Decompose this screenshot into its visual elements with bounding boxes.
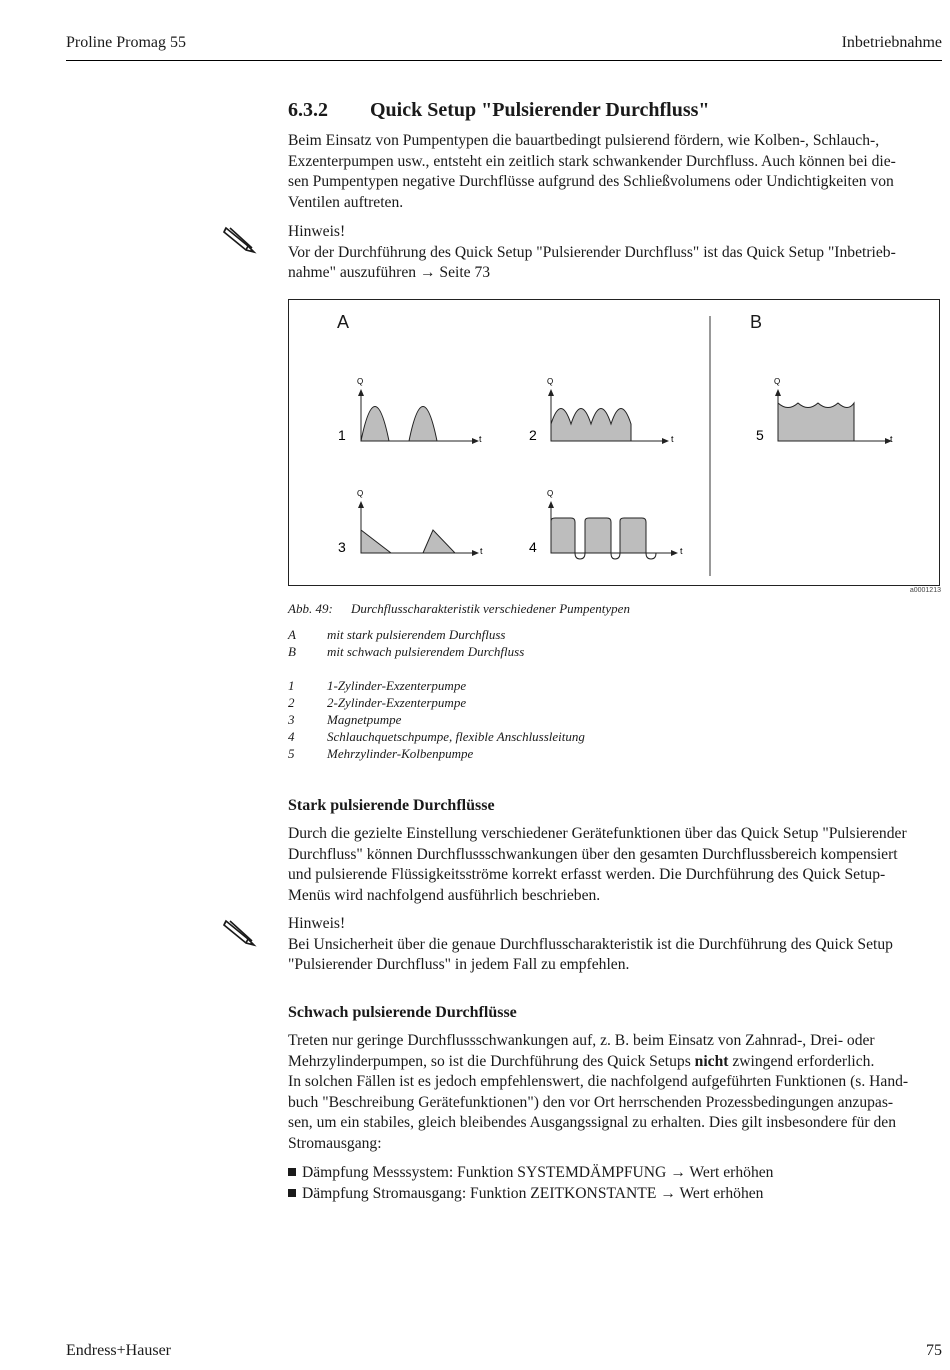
plot-number: 3 bbox=[338, 539, 346, 555]
axis-t-label: t bbox=[890, 434, 893, 444]
note-1 bbox=[288, 222, 940, 284]
axis-q-label: Q bbox=[774, 377, 781, 386]
paragraph-line: Menüs wird nachfolgend ausführlich beschrieben. bbox=[288, 886, 601, 904]
pencil-note-icon bbox=[220, 222, 260, 256]
plot-3 bbox=[338, 489, 483, 556]
paragraph-line: Treten nur geringe Durchflussschwankungen auf, z. B. beim Einsatz von Zahnrad-, Drei- oder bbox=[288, 1032, 875, 1049]
list-item bbox=[288, 1183, 773, 1204]
list-item bbox=[288, 1162, 773, 1183]
legend-text: 2-Zylinder-Exzenterpumpe bbox=[327, 695, 467, 710]
legend-text: 1-Zylinder-Exzenterpumpe bbox=[327, 678, 467, 693]
intro-line: Exzenterpumpen usw., entsteht ein zeitlich stark schwankender Durchfluss. Auch können bei die- bbox=[288, 152, 896, 170]
plot-number: 5 bbox=[756, 427, 764, 443]
note-text-line: Vor der Durchführung des Quick Setup "Pulsierender Durchfluss" ist das Quick Setup "Inbetrieb- bbox=[288, 243, 896, 261]
legend-text: Mehrzylinder-Kolbenpumpe bbox=[327, 746, 474, 761]
recommendation-list bbox=[288, 1162, 773, 1204]
legend-panels bbox=[288, 626, 524, 660]
legend-key: 4 bbox=[288, 729, 295, 744]
legend-row bbox=[288, 643, 524, 660]
note-text-line: "Pulsierender Durchfluss" in jedem Fall zu empfehlen. bbox=[288, 956, 630, 974]
list-item-text: Dämpfung Stromausgang: Funktion ZEITKONSTANTE → Wert erhöhen bbox=[302, 1185, 764, 1202]
legend-text: mit schwach pulsierendem Durchfluss bbox=[327, 644, 525, 659]
legend-row bbox=[288, 694, 585, 711]
paragraph-line: buch "Beschreibung Gerätefunktionen") den vor Ort herrschenden Prozessbedingungen anzupas- bbox=[288, 1093, 894, 1111]
emphasis-not: nicht bbox=[694, 1052, 729, 1070]
note-label: Hinweis! bbox=[288, 915, 346, 932]
axis-q-label: Q bbox=[547, 377, 554, 386]
note-2 bbox=[288, 914, 940, 976]
paragraph-line: Durch die gezielte Einstellung verschiedener Gerätefunktionen über das Quick Setup "Pulsierender bbox=[288, 825, 907, 842]
text-run: zwingend erforderlich. bbox=[728, 1052, 875, 1070]
text-run: Mehrzylinderpumpen, so ist die Durchführung des Quick Setups bbox=[288, 1052, 695, 1070]
axis-q-label: Q bbox=[357, 377, 364, 386]
panel-b-label: B bbox=[750, 312, 763, 332]
axis-q-label: Q bbox=[547, 489, 554, 498]
panel-a-label: A bbox=[337, 312, 350, 332]
plot-number: 4 bbox=[529, 539, 537, 555]
intro-line: sen Pumpentypen negative Durchflüsse aufgrund des Schließvolumens oder Undichtigkeiten von bbox=[288, 173, 894, 191]
legend-row bbox=[288, 728, 585, 745]
header-chapter-title: Inbetriebnahme bbox=[841, 34, 942, 51]
legend-text: Magnetpumpe bbox=[327, 712, 402, 727]
legend-row bbox=[288, 711, 585, 728]
strong-paragraph bbox=[288, 824, 940, 906]
axis-t-label: t bbox=[479, 434, 482, 444]
paragraph-line: Durchfluss" können Durchflussschwankungen über den gesamten Durchflussbereich kompensiert bbox=[288, 845, 898, 863]
axis-t-label: t bbox=[671, 434, 674, 444]
plot-4 bbox=[529, 489, 683, 559]
section-number: 6.3.2 bbox=[288, 99, 328, 121]
header-document-title: Proline Promag 55 bbox=[66, 34, 186, 51]
intro-line: Ventilen auftreten. bbox=[288, 193, 404, 211]
legend-row bbox=[288, 626, 524, 643]
legend-key: 3 bbox=[288, 712, 295, 727]
legend-text: mit stark pulsierendem Durchfluss bbox=[327, 627, 506, 642]
legend-row bbox=[288, 677, 585, 694]
legend-key: 2 bbox=[288, 695, 295, 710]
note-text-line: nahme" auszuführen → Seite 73 bbox=[288, 264, 491, 282]
legend-key: 5 bbox=[288, 746, 295, 761]
subheading-strong-pulsation: Stark pulsierende Durchflüsse bbox=[288, 797, 495, 814]
figure-drawing bbox=[289, 300, 941, 587]
legend-row bbox=[288, 745, 585, 762]
plot-number: 2 bbox=[529, 427, 537, 443]
figure-image-id: a0001213 bbox=[909, 587, 941, 594]
page-number: 75 bbox=[926, 1342, 942, 1359]
intro-line: Beim Einsatz von Pumpentypen die bauartbedingt pulsierend fördern, wie Kolben-, Schlauch-, bbox=[288, 132, 880, 149]
axis-q-label: Q bbox=[357, 489, 364, 498]
paragraph-line: Stromausgang: bbox=[288, 1134, 382, 1152]
legend-key: 1 bbox=[288, 678, 295, 693]
header-divider bbox=[66, 60, 942, 61]
section-heading bbox=[288, 98, 709, 122]
plot-1 bbox=[338, 377, 482, 444]
paragraph-line bbox=[288, 1052, 940, 1073]
subheading-weak-pulsation: Schwach pulsierende Durchflüsse bbox=[288, 1004, 517, 1021]
paragraph-line: sen, um ein stabiles, gleich bleibendes Ausgangssignal zu erhalten. Dies gilt insbesondere für den bbox=[288, 1114, 897, 1132]
intro-paragraph bbox=[288, 131, 940, 213]
axis-t-label: t bbox=[480, 546, 483, 556]
legend-key: A bbox=[288, 627, 296, 642]
figure-caption bbox=[288, 600, 630, 617]
legend-key: B bbox=[288, 644, 296, 659]
list-item-text: Dämpfung Messsystem: Funktion SYSTEMDÄMPFUNG → Wert erhöhen bbox=[302, 1164, 774, 1181]
pencil-note-icon bbox=[220, 915, 260, 949]
note-label: Hinweis! bbox=[288, 223, 346, 240]
section-title: Quick Setup "Pulsierender Durchfluss" bbox=[370, 99, 710, 121]
note-text-line: Bei Unsicherheit über die genaue Durchflusscharakteristik ist die Durchführung des Quick Setup bbox=[288, 935, 893, 953]
paragraph-line: In solchen Fällen ist es jedoch empfehlenswert, die nachfolgend aufgeführten Funktionen (s. Hand- bbox=[288, 1073, 909, 1091]
bullet-square-icon bbox=[288, 1168, 296, 1176]
caption-number: Abb. 49: bbox=[288, 601, 333, 616]
flow-characteristic-figure bbox=[288, 299, 940, 586]
weak-paragraph bbox=[288, 1031, 940, 1155]
paragraph-line: und pulsierende Flüssigkeitsströme korrekt erfasst werden. Die Durchführung des Quick Setup- bbox=[288, 866, 886, 884]
axis-t-label: t bbox=[680, 546, 683, 556]
plot-2 bbox=[529, 377, 674, 444]
caption-text: Durchflusscharakteristik verschiedener Pumpentypen bbox=[351, 601, 630, 616]
legend-pump-types bbox=[288, 677, 585, 762]
footer-company: Endress+Hauser bbox=[66, 1342, 171, 1359]
bullet-square-icon bbox=[288, 1189, 296, 1197]
legend-text: Schlauchquetschpumpe, flexible Anschlussleitung bbox=[327, 729, 585, 744]
plot-number: 1 bbox=[338, 427, 346, 443]
plot-5 bbox=[756, 377, 893, 444]
